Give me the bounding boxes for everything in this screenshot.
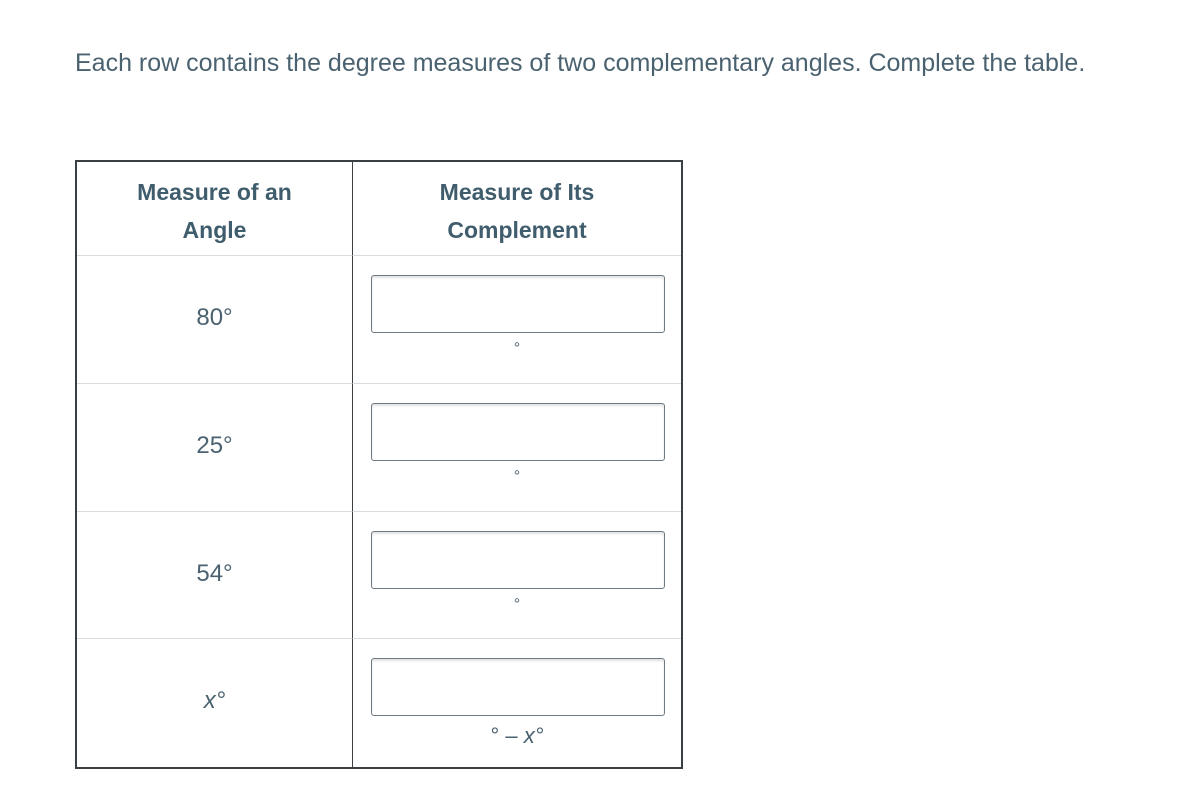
table-row-3-angle-cell — [77, 512, 353, 640]
degree-unit-label: ° — [513, 467, 521, 485]
angle-value: 80° — [196, 304, 233, 331]
minus-sign: – — [505, 723, 518, 749]
table-row-3-answer-cell — [353, 512, 681, 640]
table-row-4-angle-cell — [77, 639, 353, 767]
table-row-1-angle-cell — [77, 256, 353, 384]
complement-answer-input-1[interactable] — [371, 275, 665, 333]
table-row-1-answer-cell — [353, 256, 681, 384]
header-measure-of-angle — [77, 162, 353, 256]
angle-value: 25° — [196, 431, 233, 459]
header-col2-line2: Complement — [447, 216, 587, 243]
header-measure-of-complement — [353, 162, 681, 256]
complement-table — [75, 160, 683, 769]
problem-prompt: Each row contains the degree measures of two complementary angles. Complete the table. — [75, 49, 1086, 77]
degree-unit-label: ° — [513, 595, 521, 613]
angle-variable-value: x° — [203, 687, 226, 715]
complement-answer-input-4[interactable] — [371, 658, 665, 716]
variable-x-degrees: x° — [523, 723, 544, 749]
complement-answer-input-2[interactable] — [371, 403, 665, 461]
table-row-2-answer-cell — [353, 384, 681, 512]
header-col1-line1: Measure of an — [137, 178, 292, 205]
angle-value: 54° — [196, 559, 233, 587]
degree-unit-label: ° — [490, 723, 500, 749]
table-row-2-angle-cell — [77, 384, 353, 512]
table-row-4-answer-cell — [353, 639, 681, 767]
complement-answer-input-3[interactable] — [371, 531, 665, 589]
degree-unit-label: ° — [513, 340, 521, 357]
header-col1-line2: Angle — [182, 216, 247, 243]
header-col2-line1: Measure of Its — [439, 178, 595, 205]
complement-expression — [353, 723, 681, 749]
